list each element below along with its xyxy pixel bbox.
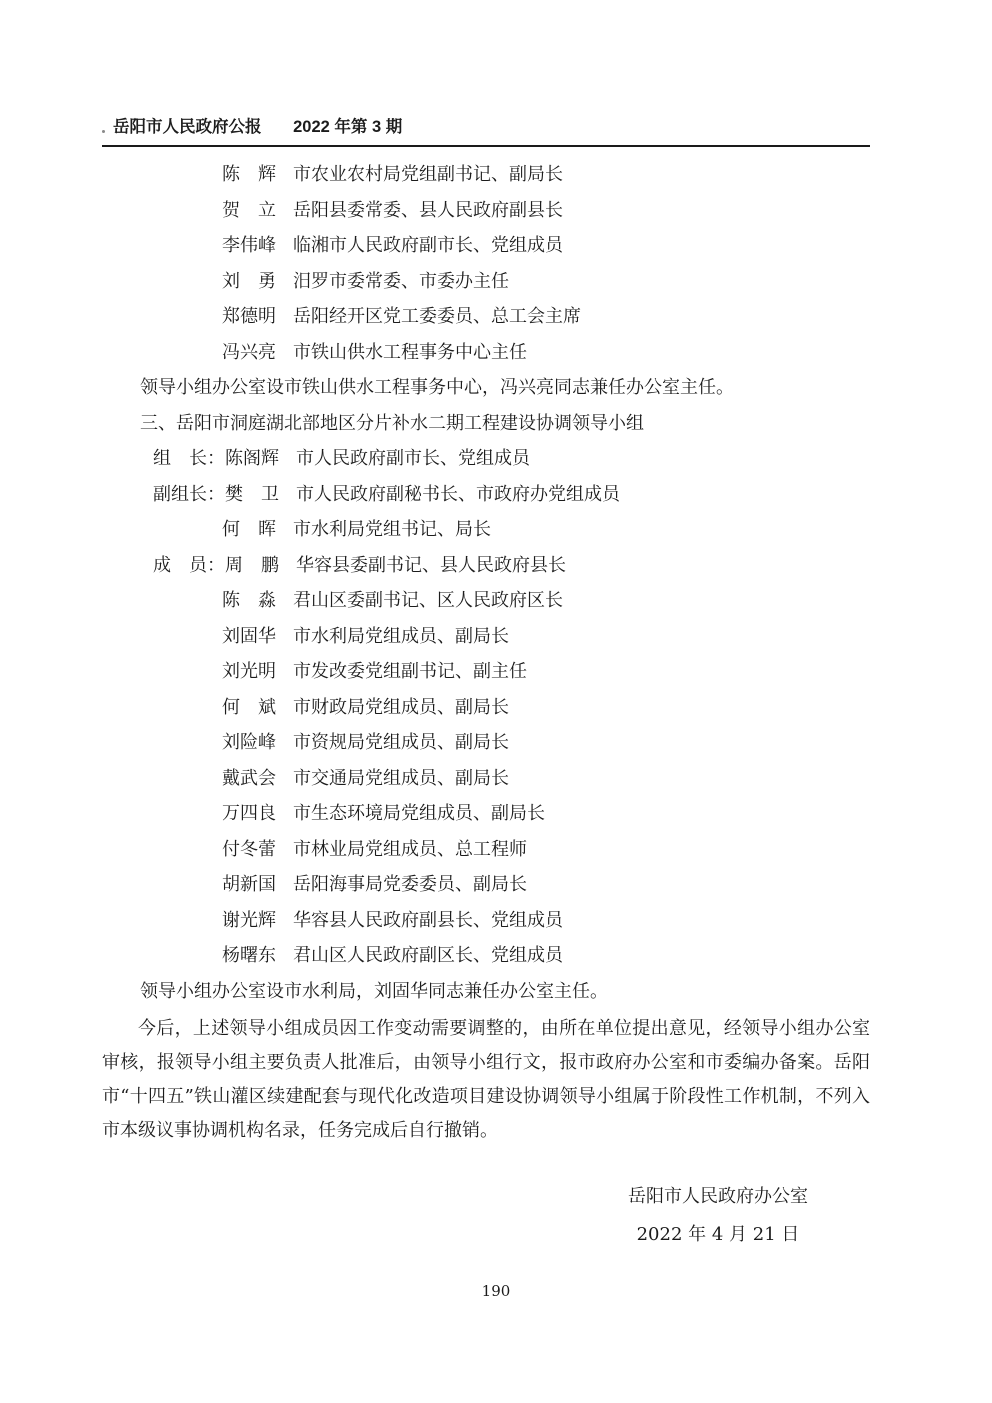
member-role	[153, 193, 222, 229]
document-body	[102, 157, 870, 1300]
member-name: 何 晖	[222, 519, 276, 540]
member-row	[102, 938, 870, 974]
member-name: 李伟峰	[222, 235, 276, 256]
page-number: 190	[481, 1282, 511, 1300]
member-row	[102, 264, 870, 300]
member-row	[102, 299, 870, 335]
member-title: 市财政局党组成员、副局长	[293, 696, 509, 718]
member-title: 市铁山供水工程事务中心主任	[293, 341, 527, 363]
member-role	[153, 228, 222, 264]
member-name: 陈阁辉	[225, 448, 279, 469]
member-role	[153, 512, 222, 548]
member-role	[153, 725, 222, 761]
member-row	[102, 725, 870, 761]
member-row	[102, 157, 870, 193]
gazette-issue: 2022 年第 3 期	[293, 118, 403, 136]
member-title: 市农业农村局党组副书记、副局长	[293, 164, 563, 185]
member-row	[102, 583, 870, 619]
member-role	[153, 335, 222, 371]
member-name: 冯兴亮	[222, 341, 276, 363]
member-row	[102, 228, 870, 264]
member-row	[102, 654, 870, 690]
member-name: 周 鹏	[225, 554, 279, 576]
member-title: 临湘市人民政府副市长、党组成员	[293, 235, 563, 256]
office-note: 领导小组办公室设市水利局，刘固华同志兼任办公室主任。	[140, 980, 608, 1002]
member-role	[153, 583, 222, 619]
member-title: 君山区委副书记、区人民政府区长	[293, 590, 563, 611]
member-title: 市人民政府副秘书长、市政府办党组成员	[296, 483, 620, 505]
member-role	[153, 867, 222, 903]
member-role	[153, 903, 222, 939]
member-name: 樊 卫	[225, 483, 279, 505]
member-row	[102, 512, 870, 548]
gazette-title: 岳阳市人民政府公报	[113, 118, 262, 136]
member-title: 市林业局党组成员、总工程师	[293, 838, 527, 860]
member-title: 岳阳海事局党委委员、副局长	[293, 874, 527, 895]
member-name: 刘固华	[222, 625, 276, 647]
member-role: 组 长：	[153, 448, 225, 469]
member-title: 市水利局党组成员、副局长	[293, 625, 509, 647]
member-title: 华容县人民政府副县长、党组成员	[293, 909, 563, 931]
member-name: 贺 立	[222, 199, 276, 221]
scan-artifact-dot	[102, 130, 105, 133]
office-note: 领导小组办公室设市铁山供水工程事务中心，冯兴亮同志兼任办公室主任。	[140, 377, 734, 398]
signature-org: 岳阳市人民政府办公室	[628, 1186, 808, 1207]
member-row	[102, 867, 870, 903]
member-name: 谢光辉	[222, 909, 276, 931]
member-name: 刘 勇	[222, 270, 276, 292]
member-name: 郑德明	[222, 306, 276, 327]
member-name: 刘光明	[222, 661, 276, 682]
member-name: 万四良	[222, 803, 276, 824]
page-header	[102, 116, 870, 147]
member-row	[102, 832, 870, 868]
member-row	[102, 477, 870, 513]
member-row	[102, 796, 870, 832]
member-role	[153, 796, 222, 832]
member-role	[153, 654, 222, 690]
member-name: 陈 辉	[222, 164, 276, 185]
member-role	[153, 299, 222, 335]
closing-paragraph: 今后，上述领导小组成员因工作变动需要调整的，由所在单位提出意见，经领导小组办公室审核，报领导小组主要负责人批准后，由领导小组行文，报市政府办公室和市委编办备案。岳阳市“十四五”铁山灌区续建配套与现代化改造项目建设协调领导小组属于阶段性工作机制，不列入市本级议事协调机构名录，任务完成后自行撤销。	[102, 1018, 870, 1141]
member-role	[153, 690, 222, 726]
member-role	[153, 938, 222, 974]
member-title: 华容县委副书记、县人民政府县长	[296, 554, 566, 576]
member-title: 岳阳县委常委、县人民政府副县长	[293, 199, 563, 221]
member-title: 市交通局党组成员、副局长	[293, 767, 509, 789]
member-title: 岳阳经开区党工委委员、总工会主席	[293, 306, 581, 327]
member-row	[102, 619, 870, 655]
member-title: 君山区人民政府副区长、党组成员	[293, 945, 563, 966]
member-row	[102, 548, 870, 584]
member-row	[102, 761, 870, 797]
member-role	[153, 157, 222, 193]
member-row	[102, 193, 870, 229]
member-role	[153, 761, 222, 797]
member-role: 成 员：	[153, 554, 225, 576]
member-name: 杨曙东	[222, 945, 276, 966]
member-title: 市生态环境局党组成员、副局长	[293, 803, 545, 824]
member-name: 陈 淼	[222, 590, 276, 611]
signature-block	[553, 1178, 883, 1254]
member-role: 副组长：	[153, 483, 225, 505]
member-title: 市水利局党组书记、局长	[293, 519, 491, 540]
member-name: 胡新国	[222, 874, 276, 895]
member-title: 市人民政府副市长、党组成员	[296, 448, 530, 469]
section-heading: 三、岳阳市洞庭湖北部地区分片补水二期工程建设协调领导小组	[140, 412, 644, 434]
member-title: 市资规局党组成员、副局长	[293, 732, 509, 753]
member-role	[153, 619, 222, 655]
member-row	[102, 441, 870, 477]
member-name: 付冬蕾	[222, 838, 276, 860]
member-title: 市发改委党组副书记、副主任	[293, 661, 527, 682]
member-row	[102, 903, 870, 939]
member-row	[102, 335, 870, 371]
member-role	[153, 832, 222, 868]
member-name: 刘险峰	[222, 732, 276, 753]
member-name: 何 斌	[222, 696, 276, 718]
member-role	[153, 264, 222, 300]
member-title: 汨罗市委常委、市委办主任	[293, 270, 509, 292]
member-row	[102, 690, 870, 726]
signature-date: 2022 年 4 月 21 日	[636, 1224, 800, 1245]
member-name: 戴武会	[222, 767, 276, 789]
